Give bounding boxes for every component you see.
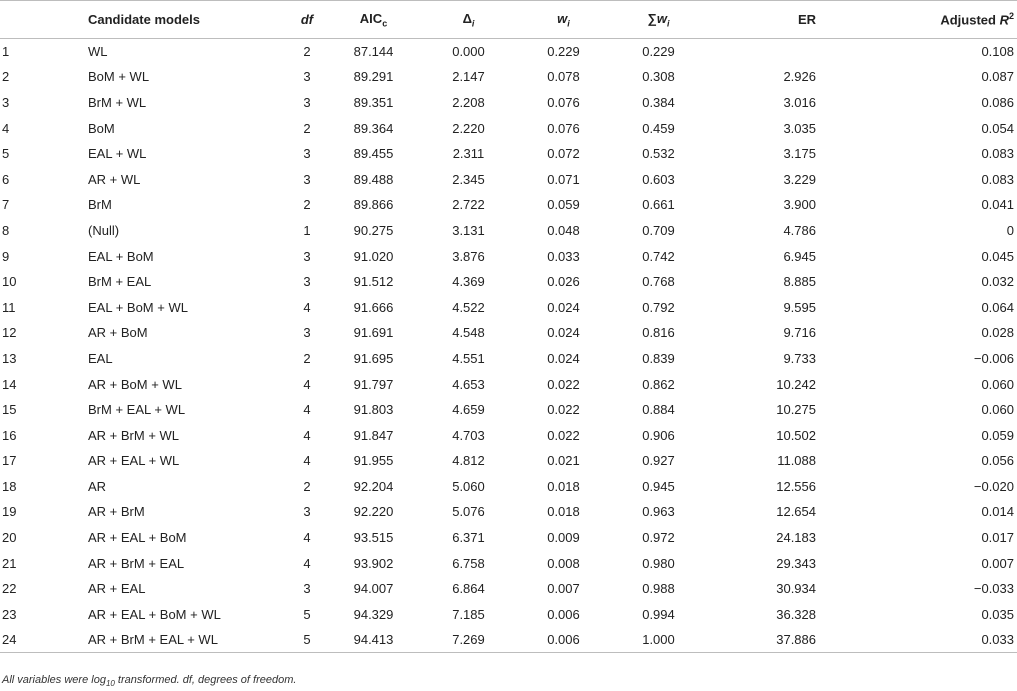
cell-model: AR + EAL + BoM + WL	[88, 606, 221, 622]
header-candidate-models: Candidate models	[88, 1, 288, 39]
cell-er: 11.088	[777, 453, 816, 469]
cell-aicc: 91.512	[353, 274, 394, 290]
cell-index: 21	[2, 555, 17, 571]
cell-aicc: 91.847	[353, 427, 394, 443]
table-row	[0, 243, 1017, 269]
cell-er: 10.242	[776, 376, 816, 392]
cell-weight: 0.078	[547, 69, 580, 85]
cell-delta: 5.076	[452, 504, 485, 520]
cell-model: AR + BoM + WL	[88, 376, 182, 392]
cell-model: BrM	[88, 197, 112, 213]
table-row	[0, 550, 1017, 576]
cell-aicc: 93.515	[353, 530, 394, 546]
cell-cumulative-weight: 0.980	[642, 555, 675, 571]
cell-cumulative-weight: 0.862	[642, 376, 675, 392]
cell-df: 4	[303, 299, 311, 315]
table-row	[0, 218, 1017, 244]
cell-er: 12.654	[776, 504, 816, 520]
cell-weight: 0.022	[547, 402, 580, 418]
header-aicc	[326, 1, 421, 39]
cell-aicc: 92.204	[353, 478, 394, 494]
table-row	[0, 39, 1017, 65]
cell-model: AR + BrM + EAL + WL	[88, 627, 288, 653]
cell-cumulative-weight: 0.229	[642, 44, 675, 60]
cell-delta: 2.220	[452, 120, 485, 136]
cell-weight: 0.048	[547, 222, 580, 238]
cell-delta: 4.653	[452, 376, 485, 392]
cell-weight: 0.059	[547, 197, 580, 213]
cell-model: AR + EAL + BoM	[88, 530, 187, 546]
cell-model: AR + BrM + EAL	[88, 555, 185, 571]
cell-aicc: 91.797	[353, 376, 394, 392]
cell-cumulative-weight: 0.963	[642, 504, 675, 520]
cell-index: 10	[2, 274, 17, 290]
cell-cumulative-weight: 0.459	[642, 120, 675, 136]
cell-aicc: 89.351	[353, 94, 394, 110]
cell-delta: 6.864	[452, 581, 485, 597]
weight-base: w	[557, 10, 568, 26]
table-row	[0, 525, 1017, 551]
cell-delta: 2.722	[452, 197, 485, 213]
table-row	[0, 499, 1017, 525]
header-row	[0, 1, 1017, 39]
cell-model: AR + WL	[88, 171, 141, 187]
cell-df: 2	[303, 350, 311, 366]
cell-cumulative-weight: 0.742	[642, 248, 675, 264]
cell-cumulative-weight: 0.988	[642, 581, 675, 597]
cell-df: 4	[303, 453, 311, 469]
cell-index: 12	[2, 325, 17, 341]
cell-aicc: 87.144	[353, 44, 394, 60]
cell-cumulative-weight: 0.768	[642, 274, 675, 290]
delta-sub: i	[471, 18, 475, 29]
header-index	[0, 1, 88, 39]
cell-df: 3	[303, 146, 311, 162]
cell-aicc: 91.955	[353, 453, 394, 469]
cell-er: 29.343	[776, 555, 816, 571]
cell-model: BrM + WL	[88, 94, 147, 110]
table-row	[0, 166, 1017, 192]
cell-weight: 0.009	[547, 530, 580, 546]
cum-weight-base: w	[656, 10, 667, 26]
table-row	[0, 115, 1017, 141]
cell-df: 4	[303, 555, 311, 571]
adjusted-label: Adjusted	[940, 12, 996, 28]
cell-model: AR	[88, 478, 107, 494]
table-row	[0, 320, 1017, 346]
table-row	[0, 90, 1017, 116]
cell-model: EAL + BoM	[88, 248, 154, 264]
sum-symbol: ∑	[647, 10, 657, 26]
cell-index: 11	[2, 299, 16, 315]
cell-delta: 7.269	[421, 627, 516, 653]
cell-weight: 0.071	[547, 171, 580, 187]
cell-er: 9.716	[783, 325, 816, 341]
cell-adjusted-r2: 0.014	[981, 504, 1014, 520]
table-row	[0, 192, 1017, 218]
cell-df: 3	[303, 69, 311, 85]
cell-model: EAL + BoM + WL	[88, 299, 188, 315]
cell-adjusted-r2: 0.060	[981, 402, 1014, 418]
cell-cumulative-weight: 0.927	[642, 453, 675, 469]
cell-df: 4	[303, 427, 311, 443]
table-footnote	[2, 674, 296, 688]
cell-cumulative-weight: 0.792	[642, 299, 675, 315]
cell-index: 7	[2, 197, 10, 213]
cell-adjusted-r2: 0.035	[981, 606, 1014, 622]
delta-base: Δ	[462, 10, 472, 26]
header-df: df	[288, 1, 326, 39]
cell-weight: 0.024	[547, 299, 580, 315]
cell-adjusted-r2: 0.083	[981, 146, 1014, 162]
table-row	[0, 269, 1017, 295]
cell-cumulative-weight: 0.994	[642, 606, 675, 622]
cell-model: BrM + EAL + WL	[88, 402, 186, 418]
cell-er: 6.945	[783, 248, 816, 264]
cell-weight: 0.006	[516, 627, 611, 653]
header-delta	[421, 1, 516, 39]
cell-adjusted-r2: 0.032	[981, 274, 1014, 290]
footnote-post: transformed. df, degrees of freedom.	[114, 674, 297, 686]
cell-cumulative-weight: 0.603	[642, 171, 675, 187]
cell-model: (Null)	[88, 222, 120, 238]
cell-model: BoM + WL	[88, 69, 150, 85]
table-row	[0, 474, 1017, 500]
table-row	[0, 397, 1017, 423]
cell-adjusted-r2: 0.087	[981, 69, 1014, 85]
cell-index: 20	[2, 530, 17, 546]
cell-index: 24	[0, 627, 88, 653]
aicc-base: AIC	[359, 10, 383, 26]
cell-adjusted-r2: 0.028	[981, 325, 1014, 341]
cell-adjusted-r2: 0.083	[981, 171, 1014, 187]
cell-df: 3	[303, 248, 311, 264]
cell-aicc: 90.275	[353, 222, 394, 238]
cell-er: 10.502	[776, 427, 816, 443]
cell-index: 4	[2, 120, 10, 136]
cell-adjusted-r2: −0.033	[973, 581, 1014, 597]
cell-er: 12.556	[776, 478, 816, 494]
cell-adjusted-r2: 0.059	[981, 427, 1014, 443]
cell-aicc: 89.364	[353, 120, 394, 136]
cell-cumulative-weight: 0.661	[642, 197, 675, 213]
cum-weight-sub: i	[666, 18, 670, 29]
cell-index: 22	[2, 581, 17, 597]
cell-aicc: 91.695	[353, 350, 394, 366]
table-body	[0, 39, 1017, 653]
cell-adjusted-r2: 0	[1006, 222, 1014, 238]
cell-adjusted-r2: 0.007	[981, 555, 1014, 571]
table-row	[0, 422, 1017, 448]
cell-er: 36.328	[776, 606, 816, 622]
cell-model: EAL	[88, 350, 113, 366]
cell-er: 2.926	[783, 69, 816, 85]
cell-aicc: 89.488	[353, 171, 394, 187]
cell-weight: 0.006	[547, 606, 580, 622]
cell-model: BrM + EAL	[88, 274, 152, 290]
cell-delta: 4.703	[452, 427, 485, 443]
cell-cumulative-weight: 0.945	[642, 478, 675, 494]
cell-er: 37.886	[706, 627, 816, 653]
cell-delta: 4.659	[452, 402, 485, 418]
cell-aicc: 89.866	[353, 197, 394, 213]
cell-df: 3	[303, 274, 311, 290]
table-row	[0, 64, 1017, 90]
cell-df: 5	[303, 606, 311, 622]
cell-delta: 2.345	[452, 171, 485, 187]
cell-weight: 0.024	[547, 325, 580, 341]
aicc-sub: c	[382, 18, 388, 29]
cell-aicc: 94.007	[353, 581, 394, 597]
cell-er: 10.275	[776, 402, 816, 418]
cell-aicc: 92.220	[353, 504, 394, 520]
table-header	[0, 1, 1017, 39]
cell-weight: 0.018	[547, 478, 580, 494]
cell-aicc: 91.803	[353, 402, 394, 418]
footnote-log-base: 10	[105, 679, 115, 689]
cell-index: 17	[2, 453, 17, 469]
cell-index: 16	[2, 427, 17, 443]
footnote-pre: All variables were log	[2, 674, 106, 686]
cell-aicc: 91.666	[353, 299, 394, 315]
cell-model: AR + BrM + WL	[88, 427, 180, 443]
cell-adjusted-r2: 0.054	[981, 120, 1014, 136]
cell-aicc: 94.413	[326, 627, 421, 653]
cell-er: 3.016	[783, 94, 816, 110]
table-row	[0, 294, 1017, 320]
cell-index: 18	[2, 478, 17, 494]
cell-weight: 0.018	[547, 504, 580, 520]
cell-df: 1	[303, 222, 311, 238]
cell-cumulative-weight: 0.709	[642, 222, 675, 238]
cell-weight: 0.072	[547, 146, 580, 162]
cell-adjusted-r2: 0.060	[981, 376, 1014, 392]
cell-adjusted-r2: 0.033	[816, 627, 1017, 653]
cell-er: 3.035	[783, 120, 816, 136]
cell-model: AR + EAL	[88, 581, 146, 597]
cell-df: 4	[303, 376, 311, 392]
cell-index: 23	[2, 606, 17, 622]
table-row	[0, 371, 1017, 397]
cell-adjusted-r2: −0.006	[973, 350, 1014, 366]
cell-cumulative-weight: 0.532	[642, 146, 675, 162]
table-row	[0, 448, 1017, 474]
cell-df: 2	[303, 44, 311, 60]
cell-adjusted-r2: 0.045	[981, 248, 1014, 264]
cell-er: 3.229	[783, 171, 816, 187]
cell-model: AR + EAL + WL	[88, 453, 180, 469]
cell-index: 15	[2, 402, 17, 418]
cell-cumulative-weight: 0.972	[642, 530, 675, 546]
table-row	[0, 141, 1017, 167]
cell-delta: 2.208	[452, 94, 485, 110]
cell-weight: 0.008	[547, 555, 580, 571]
cell-weight: 0.033	[547, 248, 580, 264]
cell-df: 3	[303, 171, 311, 187]
cell-df: 2	[303, 478, 311, 494]
cell-aicc: 91.691	[353, 325, 394, 341]
r-squared-sup: 2	[1008, 11, 1014, 22]
cell-adjusted-r2: −0.020	[973, 478, 1014, 494]
table-row	[0, 627, 1017, 653]
cell-adjusted-r2: 0.108	[981, 44, 1014, 60]
cell-df: 3	[303, 581, 311, 597]
cell-aicc: 89.455	[353, 146, 394, 162]
cell-index: 3	[2, 94, 10, 110]
cell-er: 3.175	[783, 146, 816, 162]
cell-adjusted-r2: 0.017	[981, 530, 1014, 546]
header-adjusted-r2	[816, 1, 1017, 39]
cell-cumulative-weight: 1.000	[611, 627, 706, 653]
cell-model: EAL + WL	[88, 146, 147, 162]
cell-delta: 2.311	[452, 146, 485, 162]
cell-adjusted-r2: 0.056	[981, 453, 1014, 469]
cell-cumulative-weight: 0.839	[642, 350, 675, 366]
cell-model: WL	[88, 44, 108, 60]
table-row	[0, 346, 1017, 372]
cell-delta: 0.000	[452, 44, 485, 60]
cell-delta: 5.060	[452, 478, 485, 494]
cell-df: 4	[303, 402, 311, 418]
cell-index: 2	[2, 69, 10, 85]
cell-er: 9.733	[783, 350, 816, 366]
cell-cumulative-weight: 0.884	[642, 402, 675, 418]
cell-index: 19	[2, 504, 17, 520]
cell-weight: 0.022	[547, 427, 580, 443]
cell-aicc: 91.020	[353, 248, 394, 264]
cell-index: 8	[2, 222, 10, 238]
cell-index: 6	[2, 171, 10, 187]
cell-weight: 0.007	[547, 581, 580, 597]
cell-er: 30.934	[776, 581, 816, 597]
cell-delta: 4.522	[452, 299, 485, 315]
cell-er: 8.885	[783, 274, 816, 290]
cell-cumulative-weight: 0.308	[642, 69, 675, 85]
cell-delta: 6.371	[452, 530, 485, 546]
cell-adjusted-r2: 0.064	[981, 299, 1014, 315]
cell-er: 9.595	[783, 299, 816, 315]
cell-weight: 0.229	[547, 44, 580, 60]
cell-model: AR + BrM	[88, 504, 145, 520]
header-cumulative-weight	[611, 1, 706, 39]
cell-delta: 3.876	[452, 248, 485, 264]
cell-df: 3	[303, 504, 311, 520]
cell-aicc: 93.902	[353, 555, 394, 571]
cell-index: 9	[2, 248, 10, 264]
table-row	[0, 602, 1017, 628]
cell-aicc: 94.329	[353, 606, 394, 622]
cell-delta: 4.551	[452, 350, 485, 366]
cell-aicc: 89.291	[353, 69, 394, 85]
cell-delta: 4.548	[452, 325, 485, 341]
cell-model: AR + BoM	[88, 325, 148, 341]
cell-model: BoM	[88, 120, 115, 136]
cell-df: 4	[303, 530, 311, 546]
cell-delta: 6.758	[452, 555, 485, 571]
cell-df: 3	[303, 325, 311, 341]
cell-adjusted-r2: 0.086	[981, 94, 1014, 110]
cell-index: 13	[2, 350, 17, 366]
cell-weight: 0.021	[547, 453, 580, 469]
r-symbol: R	[999, 12, 1009, 28]
cell-delta: 3.131	[452, 222, 485, 238]
cell-er	[706, 39, 816, 65]
cell-er: 4.786	[783, 222, 816, 238]
cell-delta: 7.185	[452, 606, 485, 622]
cell-weight: 0.022	[547, 376, 580, 392]
cell-weight: 0.026	[547, 274, 580, 290]
cell-cumulative-weight: 0.906	[642, 427, 675, 443]
cell-cumulative-weight: 0.384	[642, 94, 675, 110]
header-weight	[516, 1, 611, 39]
cell-df: 3	[303, 94, 311, 110]
cell-weight: 0.076	[547, 120, 580, 136]
cell-adjusted-r2: 0.041	[981, 197, 1014, 213]
cell-index: 14	[2, 376, 17, 392]
cell-weight: 0.024	[547, 350, 580, 366]
table-row	[0, 576, 1017, 602]
header-er: ER	[706, 1, 816, 39]
cell-delta: 4.369	[452, 274, 485, 290]
cell-weight: 0.076	[547, 94, 580, 110]
cell-delta: 4.812	[452, 453, 485, 469]
cell-er: 24.183	[776, 530, 816, 546]
cell-index: 1	[2, 44, 10, 60]
cell-delta: 2.147	[452, 69, 485, 85]
cell-er: 3.900	[783, 197, 816, 213]
weight-sub: i	[567, 18, 570, 29]
cell-index: 5	[2, 146, 10, 162]
cell-df: 2	[303, 120, 311, 136]
cell-cumulative-weight: 0.816	[642, 325, 675, 341]
cell-df: 2	[303, 197, 311, 213]
cell-df: 5	[288, 627, 326, 653]
